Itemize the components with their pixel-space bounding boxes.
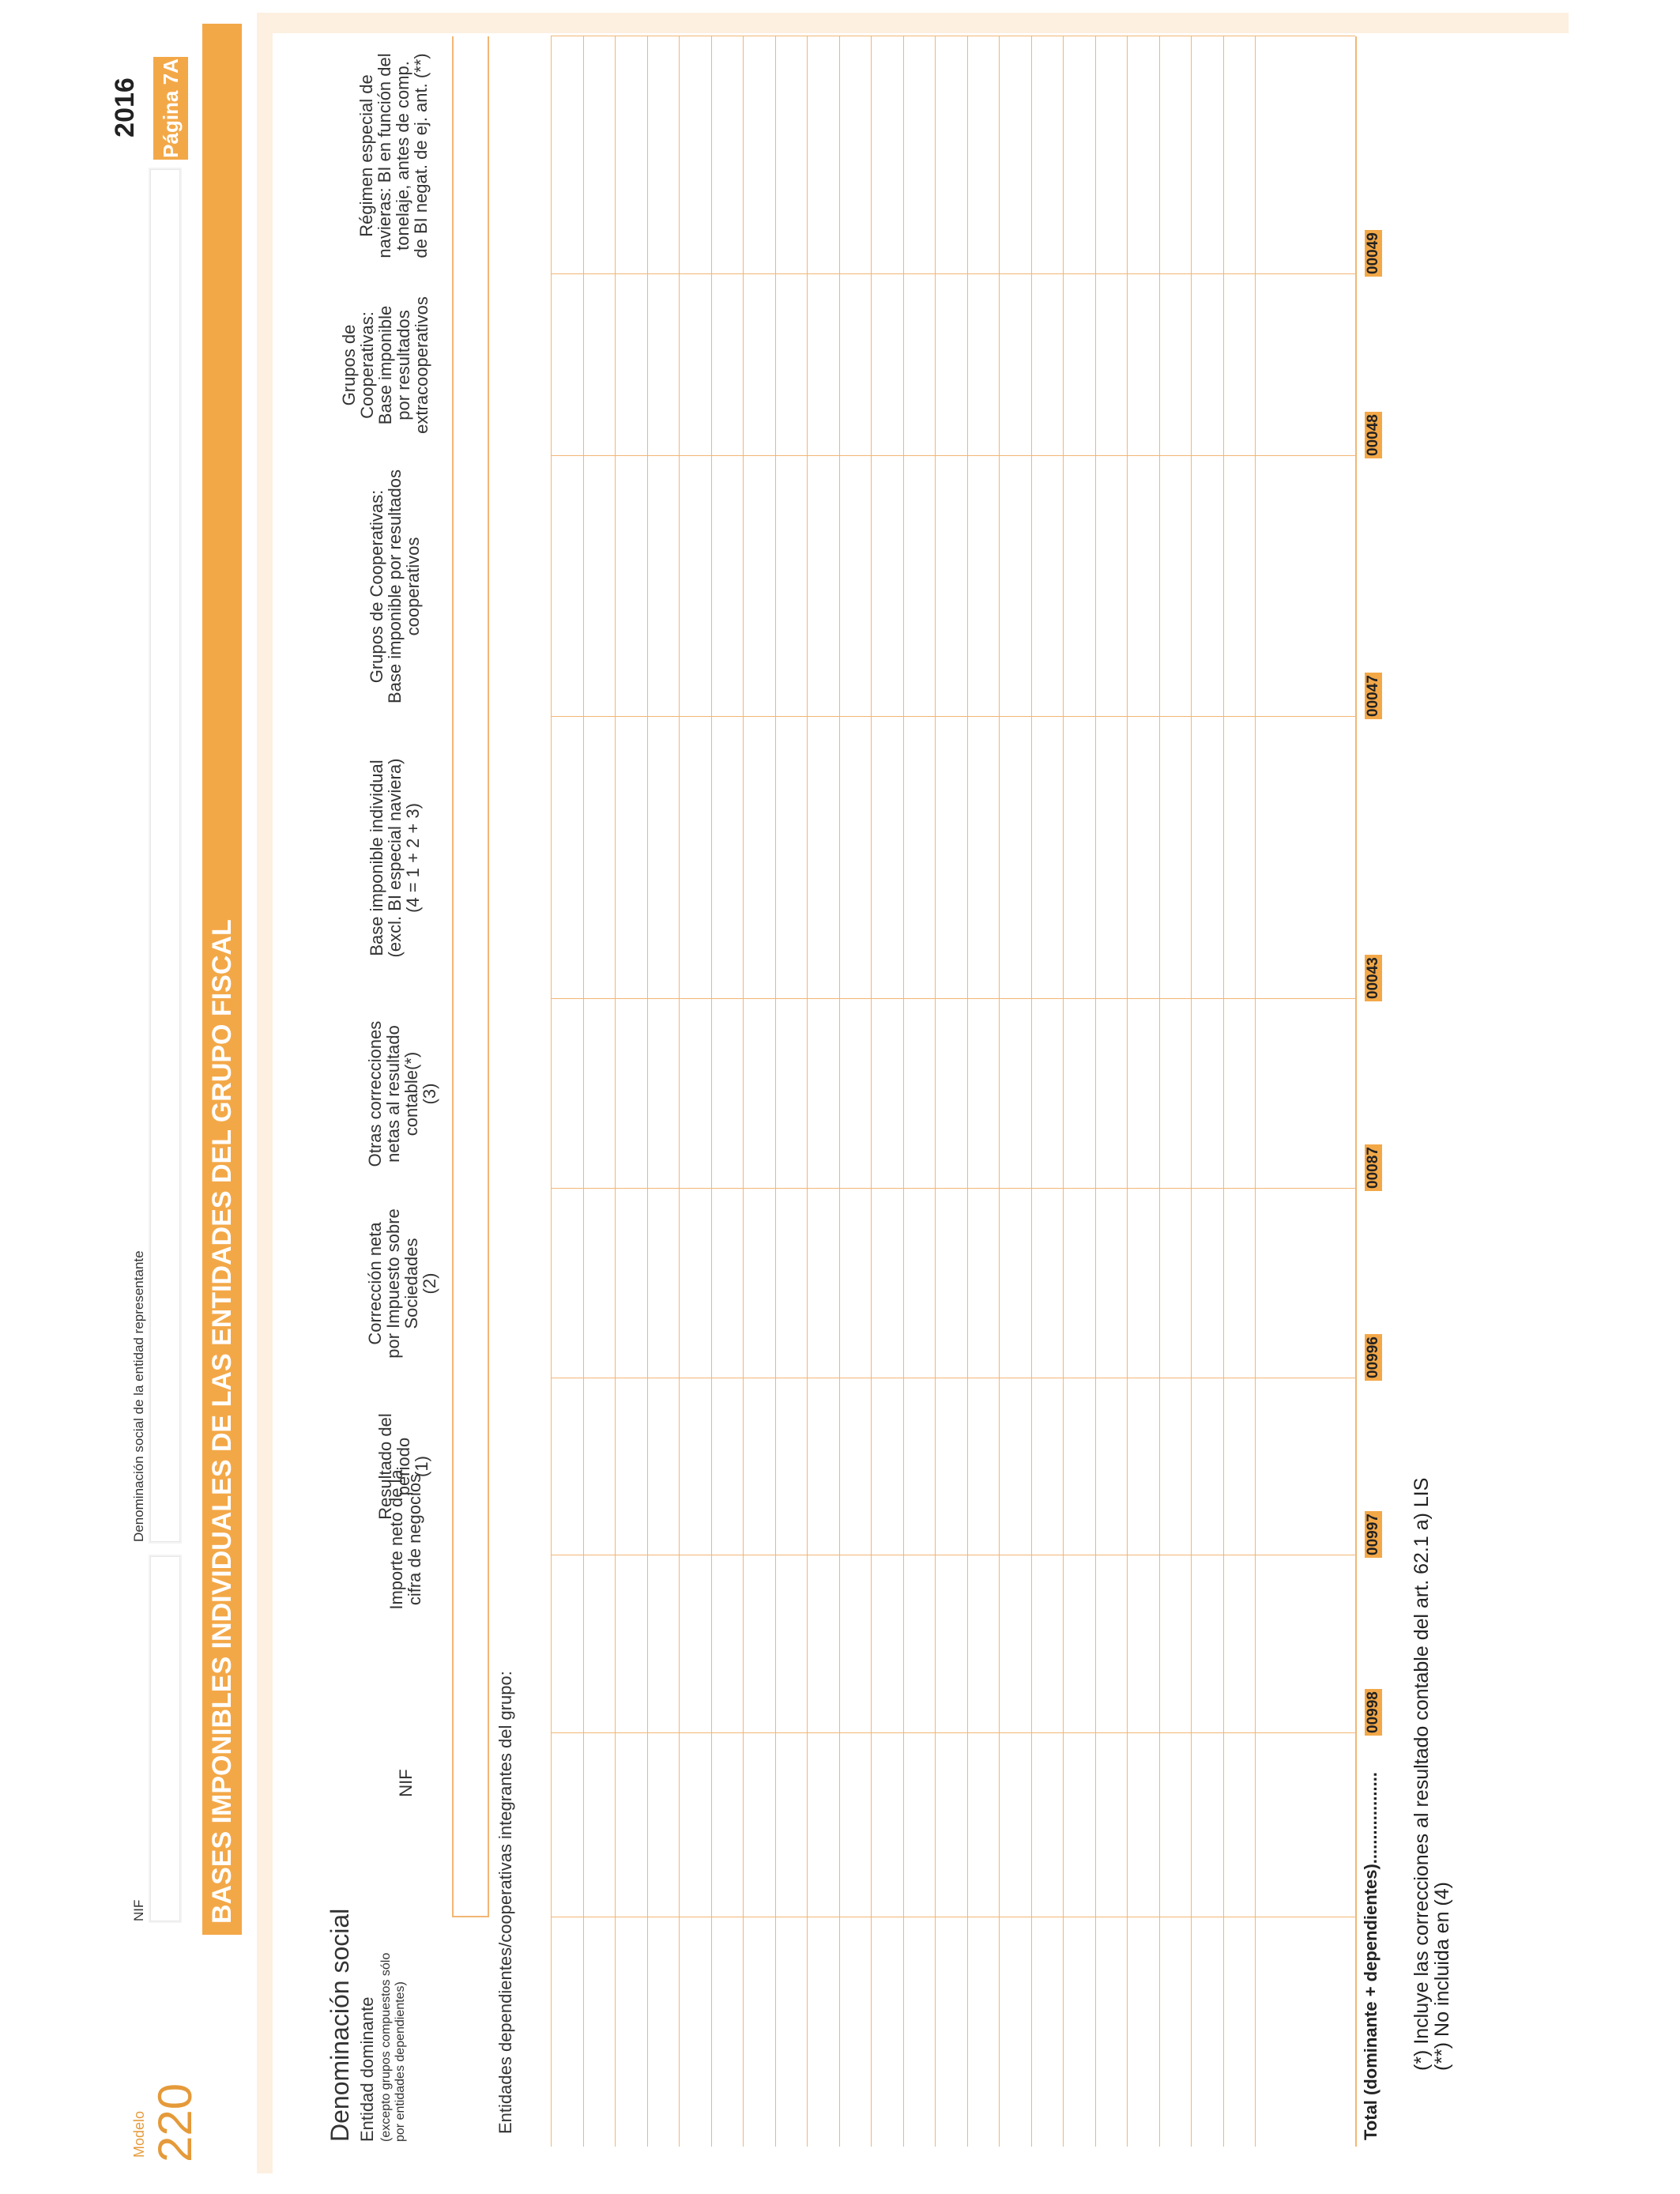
col-header-line: Base imponible <box>375 305 396 425</box>
col-header-line: extracooperativos <box>412 296 432 434</box>
section-band <box>202 24 242 1935</box>
grid-row-line <box>679 36 680 2147</box>
col-header-line: por Impuesto sobre <box>383 1208 404 1359</box>
col-header-line: Cooperativas: <box>357 311 378 419</box>
grid-row-line <box>615 36 616 2147</box>
grid-row-line <box>647 36 648 2147</box>
grid-row-line <box>551 36 552 2147</box>
col-header-extracoop <box>340 274 431 456</box>
col-header-line: Régimen especial de <box>356 74 376 237</box>
grid-column-line <box>551 716 1355 717</box>
col-header-correccion <box>366 1189 439 1378</box>
col-header-line: (excl. BI especial naviera) <box>385 758 405 958</box>
col-header-otras <box>366 999 439 1189</box>
grid-column-line <box>551 998 1355 999</box>
dominant-note-line: por entidades dependientes) <box>394 1981 408 2142</box>
grid-row-line <box>967 36 968 2147</box>
col-header-line: navieras: BI en función del <box>375 53 395 258</box>
col-header-line: periodo <box>394 1437 414 1496</box>
col-header-line: de BI negat. de ej. ant. (**) <box>411 53 431 258</box>
code-box-00047: 00047 <box>1365 673 1382 719</box>
col-header-resultado <box>376 1378 431 1555</box>
col-header-line: NIF <box>396 1769 416 1797</box>
dominant-left-rule <box>452 1916 488 1917</box>
col-header-line: Base imponible por resultados <box>385 469 405 703</box>
denominacion-field[interactable] <box>150 169 180 1542</box>
grid-row-line <box>1127 36 1128 2147</box>
dominant-subtitle: Entidad dominante <box>357 1996 377 2142</box>
denominacion-label: Denominación social de la entidad representante <box>131 1250 146 1542</box>
col-header-line: Base imponible individual <box>367 760 386 956</box>
dominant-title: Denominación social <box>326 1908 354 2142</box>
total-rule <box>1355 36 1357 2147</box>
col-header-base <box>367 717 422 999</box>
col-header-line: Grupos de <box>339 324 359 406</box>
modelo-number: 220 <box>149 2083 202 2162</box>
code-box-00996: 00996 <box>1365 1334 1382 1381</box>
grid-row-line <box>871 36 872 2147</box>
col-header-line: Otras correcciones <box>365 1020 385 1167</box>
page-badge: Página 7A <box>153 57 188 160</box>
col-header-line: (1) <box>412 1456 432 1477</box>
grid-row-line <box>1031 36 1032 2147</box>
dominant-note <box>379 1953 409 2142</box>
col-header-navieras <box>357 37 430 274</box>
footnote: (*) Incluye las correcciones al resultado contable del art. 62.1 a) LIS <box>1411 1477 1433 2071</box>
grid-column-line <box>551 273 1355 274</box>
grid-row-line <box>1063 36 1064 2147</box>
col-header-line: (3) <box>420 1083 440 1105</box>
nif-field[interactable] <box>150 1556 180 1921</box>
col-header-line: por resultados <box>394 310 414 420</box>
dominant-note-line: (excepto grupos compuestos sólo <box>379 1952 393 2142</box>
code-box-00997: 00997 <box>1365 1511 1382 1558</box>
col-header-line: cooperativos <box>403 537 424 636</box>
dependientes-label: Entidades dependientes/cooperativas integrantes del grupo: <box>495 1671 515 2134</box>
grid-row-line <box>1255 36 1256 2147</box>
grid-row-line <box>583 36 584 2147</box>
grid-row-line <box>1159 36 1160 2147</box>
code-box-00087: 00087 <box>1365 1144 1382 1191</box>
grid-row-line <box>839 36 840 2147</box>
col-header-line: (2) <box>420 1272 440 1295</box>
grid-row-line <box>1095 36 1096 2147</box>
grid-row-line <box>903 36 904 2147</box>
col-header-line: (4 = 1 + 2 + 3) <box>403 803 424 913</box>
grid-column-line <box>551 1732 1355 1733</box>
col-header-line: Resultado del <box>375 1413 395 1520</box>
code-box-00998: 00998 <box>1365 1689 1382 1736</box>
section-title: BASES IMPONIBLES INDIVIDUALES DE LAS ENTIDADES DEL GRUPO FISCAL <box>207 919 237 1924</box>
grid-row-line <box>775 36 776 2147</box>
grid-column-line <box>551 1188 1355 1189</box>
code-box-00043: 00043 <box>1365 955 1382 1001</box>
modelo-label: Modelo <box>131 2110 147 2158</box>
nif-label: NIF <box>131 1899 146 1921</box>
col-header-line: Sociedades <box>401 1238 422 1329</box>
col-header-line: tonelaje, antes de comp. <box>393 61 413 251</box>
grid-row-line <box>1191 36 1192 2147</box>
grid-row-line <box>1223 36 1224 2147</box>
col-header-coop <box>367 456 422 717</box>
grid-row-line <box>743 36 744 2147</box>
year-box: 2016 <box>109 65 141 150</box>
code-box-00048: 00048 <box>1365 412 1382 458</box>
col-header-line: cifra de negocios <box>405 1473 425 1606</box>
col-header-line: Grupos de Cooperativas: <box>367 489 386 684</box>
total-label: Total (dominante + dependientes)................... <box>1361 1772 1381 2140</box>
col-header-line: Importe neto de la <box>386 1469 406 1610</box>
grid-row-line <box>999 36 1000 2147</box>
col-header-line: Corrección neta <box>365 1222 385 1345</box>
col-header-line: contable(*) <box>401 1051 422 1137</box>
dominant-bottom-rule <box>488 36 489 1917</box>
footnotes <box>1411 1478 1453 2071</box>
footnote: (**) No incluida en (4) <box>1431 1882 1454 2071</box>
col-header-line: netas al resultado <box>383 1025 404 1163</box>
grid-row-line <box>711 36 712 2147</box>
code-box-00049: 00049 <box>1365 230 1382 277</box>
grid-row-line <box>807 36 808 2147</box>
dominant-top-rule <box>452 36 454 1917</box>
grid-column-line <box>551 455 1355 456</box>
grid-row-line <box>935 36 936 2147</box>
